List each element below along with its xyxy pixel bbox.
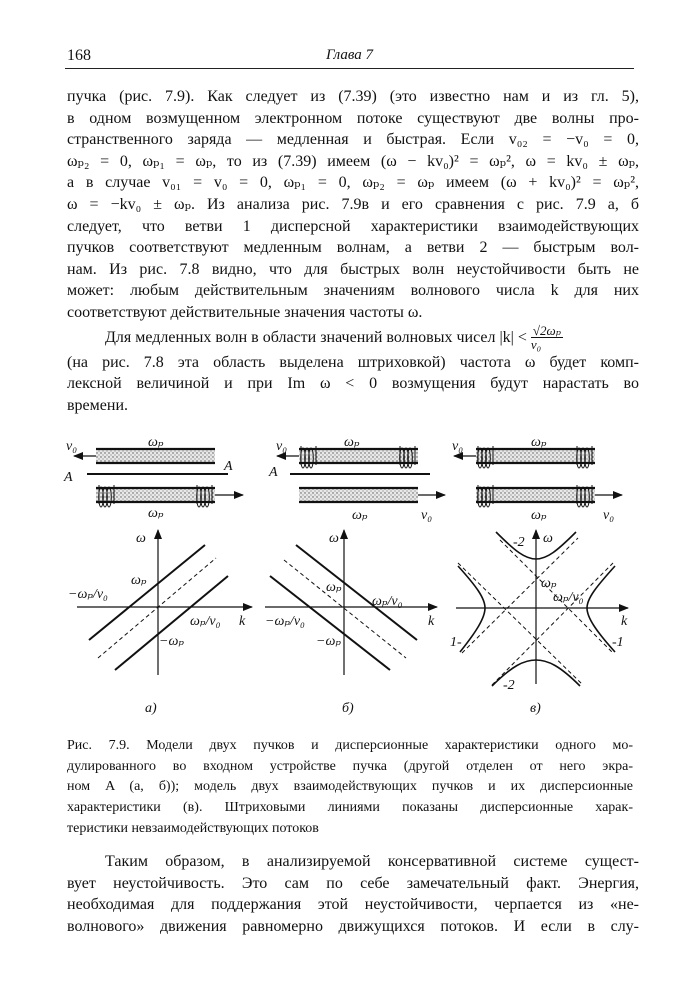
tick-label-wp-v0: ωₚ/v₀ <box>553 590 584 605</box>
tick-label-neg-wp-v0: −ωₚ/v₀ <box>265 614 305 629</box>
caption-line: дулированного во входном устройстве пучка (другой отделен от него экра- <box>67 758 633 774</box>
text-line-with-fraction <box>67 324 639 352</box>
text-line: в одном возмущенном электронном потоке существуют две волны про- <box>67 109 639 127</box>
text-line: волнового» движения равномерно движущихся потоков. И если в слу- <box>67 917 639 935</box>
tick-label-neg-wp: −ωₚ <box>316 634 341 649</box>
text-line: следует, что ветви 1 дисперсной характеристики взаимодействующих <box>67 217 639 235</box>
tick-label-wp: ωₚ <box>326 580 342 595</box>
text-line: может: любым действительным значениям волнового числа k для них <box>67 282 639 300</box>
label-wp: ωₚ <box>352 508 368 523</box>
text-line: странственного заряда — медленная и быстрая. Если v₀₂ = −v₀ = 0, <box>67 131 639 149</box>
caption-line: Рис. 7.9. Модели двух пучков и дисперсионные характеристики одного мо- <box>67 738 633 753</box>
label-v0: v₀ <box>276 439 288 454</box>
tick-label-wp: ωₚ <box>131 573 147 588</box>
label-screen-a: A <box>64 470 73 485</box>
tick-label-neg-wp-v0: −ωₚ/v₀ <box>68 587 108 602</box>
label-screen-a: A <box>269 465 278 480</box>
axis-label-k: k <box>428 614 435 629</box>
dispersion-line <box>296 545 417 640</box>
label-wp: ωₚ <box>531 435 547 450</box>
label-v0: v₀ <box>452 439 464 454</box>
text-line: времени. <box>67 396 129 414</box>
text-line: нам. Из рис. 7.8 видно, что для быстрых волн неустойчивости быть не <box>67 260 639 278</box>
text-segment: Для медленных волн в области значений волновых чисел |k| < <box>105 328 527 346</box>
text-line: ω = −kv₀ ± ωₚ. Из анализа рис. 7.9в и его сравнения с рис. 7.9 а, б <box>67 195 639 213</box>
fraction <box>531 324 563 351</box>
label-wp: ωₚ <box>148 435 164 450</box>
page-number: 168 <box>67 47 91 64</box>
electron-beam <box>96 449 215 463</box>
tick-label-neg-wp: −ωₚ <box>159 634 184 649</box>
caption-line: ном A (а, б)); модель двух взаимодействующих пучков и их дисперсионные <box>67 779 633 795</box>
axis-label-k: k <box>621 614 628 629</box>
chapter-title: Глава 7 <box>325 47 374 63</box>
text-line: Таким образом, в анализируемой консервативной системе сущест- <box>105 853 639 870</box>
axis-label-omega: ω <box>543 531 553 546</box>
axis-label-omega: ω <box>329 531 339 546</box>
figure-7-9 <box>0 425 700 725</box>
text-line: пучка (рис. 7.9). Как следует из (7.39) (это известно нам и из гл. 5), <box>67 88 639 105</box>
text-line: лексной величиной и при Im ω < 0 возмущения будут нарастать во <box>67 375 639 393</box>
label-wp: ωₚ <box>148 506 164 521</box>
body-text-continued <box>67 851 639 937</box>
body-text <box>67 86 639 416</box>
label-v0: v₀ <box>66 439 78 454</box>
label-wp: ωₚ <box>531 508 547 523</box>
figure-caption <box>67 736 633 839</box>
text-line: пучков соответствуют медленным волнам, а ветви 2 — быстрым вол- <box>67 239 639 257</box>
panel-label-v: в) <box>530 701 541 716</box>
branch-label-1: -1 <box>612 635 624 650</box>
label-v0: v₀ <box>603 508 615 523</box>
running-header <box>65 47 634 67</box>
text-line: вует неустойчивость. Это сам по себе замечательный факт. Энергия, <box>67 874 639 892</box>
fraction-denominator: v₀ <box>530 337 542 353</box>
hyperbola-branch-1 <box>458 566 485 652</box>
label-wp: ωₚ <box>344 435 360 450</box>
branch-label-2: -2 <box>513 535 525 550</box>
tick-label-wp-v0: ωₚ/v₀ <box>190 614 221 629</box>
tick-label-wp-v0: ωₚ/v₀ <box>372 594 403 609</box>
text-line: (на рис. 7.8 эта область выделена штриховкой) частота ω будет комп- <box>67 353 639 371</box>
header-rule <box>65 68 634 69</box>
branch-label-1: 1- <box>450 635 462 650</box>
panel-label-a: а) <box>145 701 157 716</box>
caption-line: теристики невзаимодействующих потоков <box>67 820 319 836</box>
electron-beam <box>299 488 418 502</box>
text-line: соответствуют действительные значения частоты ω. <box>67 303 423 321</box>
dispersion-line-dashed <box>284 560 406 658</box>
hyperbola-branch-1 <box>587 566 615 652</box>
text-line: а в случае v₀₁ = v₀ = 0, ωₚ₁ = 0, ωₚ₂ = ωₚ имеем (ω + kv₀)² = ωₚ², <box>67 174 639 192</box>
label-v0: v₀ <box>421 508 433 523</box>
dispersion-line-dashed <box>98 558 216 658</box>
axis-label-k: k <box>239 614 246 629</box>
dispersion-line-dashed <box>458 563 583 685</box>
axis-label-omega: ω <box>136 531 146 546</box>
tick-label-wp: ωₚ <box>541 576 557 591</box>
panel-label-b: б) <box>342 701 354 716</box>
text-line: ωₚ₂ = 0, ωₚ₁ = ωₚ, то из (7.39) имеем (ω − kv₀)² = ωₚ², ω = kv₀ ± ωₚ, <box>67 152 639 170</box>
fraction-numerator: √2ωₚ <box>532 323 561 339</box>
label-screen-a: A <box>224 459 233 474</box>
caption-line: характеристики (в). Штриховыми линиями показаны дисперсионные харак- <box>67 800 633 816</box>
text-line: необходимая для поддержания этой неустойчивости, черпается из «не- <box>67 896 639 914</box>
branch-label-2: -2 <box>503 678 515 693</box>
